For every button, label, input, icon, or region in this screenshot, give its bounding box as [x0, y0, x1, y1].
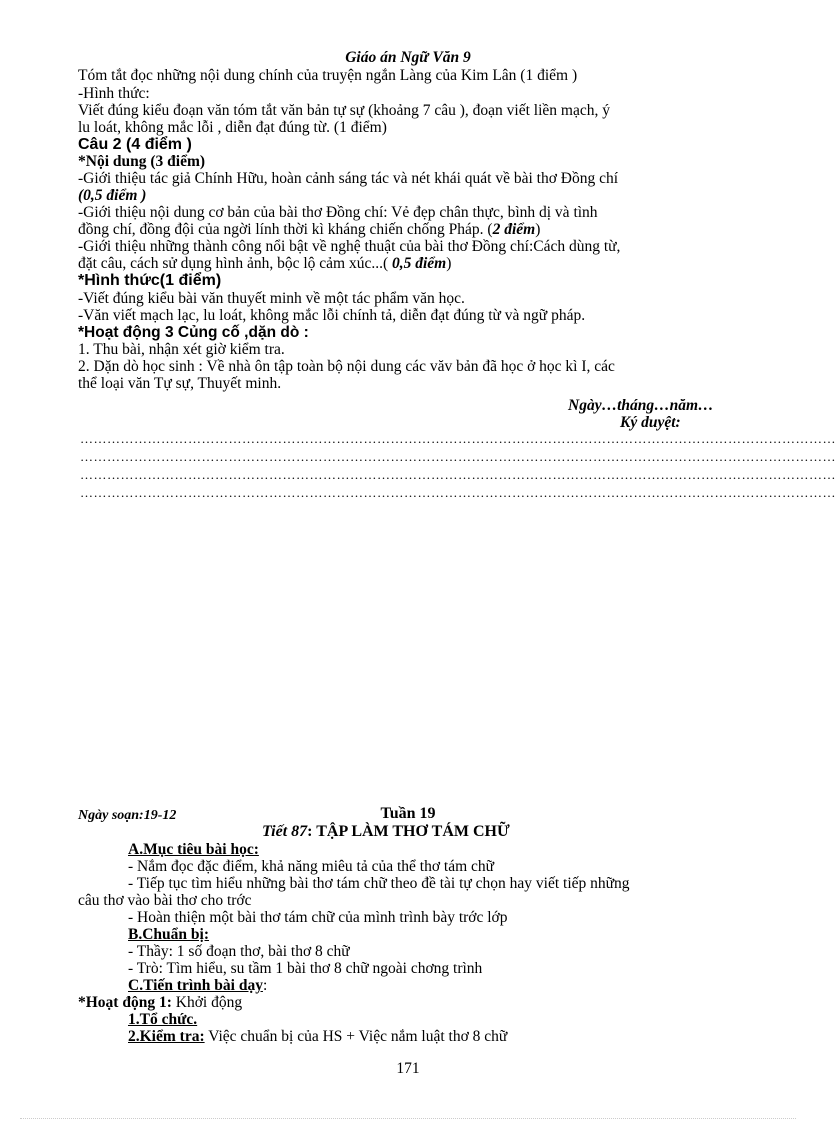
content-item-3-cont [78, 255, 451, 272]
summary-line: Tóm tắt đọc những nội dung chính của truyện ngắn Làng của Kim Lân (1 điểm ) [78, 67, 578, 84]
content-item-3-end: ) [446, 255, 452, 272]
content-item-1: -Giới thiệu tác giả Chính Hữu, hoàn cảnh sáng tác và nét khái quát về bài thơ Đồng chí [78, 170, 619, 187]
question-2-heading: Câu 2 (4 điểm ) [78, 136, 192, 153]
check-heading: 2.Kiểm tra: [128, 1028, 205, 1045]
preparation-student: - Trò: Tìm hiểu, su tầm 1 bài thơ 8 chữ ngoài chơng trình [128, 960, 483, 977]
form-item-2: -Văn viết mạch lạc, lu loát, không mắc lỗi chính tả, diễn đạt đúng từ và ngữ pháp. [78, 307, 586, 324]
content-item-2-text: đồng chí, đồng đội của ngời lính thời kì kháng chiến chống Pháp. ( [78, 221, 493, 238]
procedure-heading-colon: : [262, 977, 268, 994]
dotted-line: …………………………………………………………………………………………………………………………………………………… [80, 485, 836, 500]
page-edge-divider [20, 1118, 796, 1119]
activity-3-item-2-cont: thể loại văn Tự sự, Thuyết minh. [78, 375, 282, 392]
check-text: Việc chuẩn bị của HS + Việc nắm luật thơ 8 chữ [204, 1028, 508, 1045]
page-number: 171 [396, 1060, 420, 1077]
objective-2-cont: câu thơ vào bài thơ cho trớc [78, 892, 252, 909]
content-item-2-end: ) [535, 221, 541, 238]
lesson-date: Ngày soạn:19-12 [78, 808, 177, 823]
form-text-cont: lu loát, không mắc lỗi , diễn đạt đúng từ. (1 điểm) [78, 119, 387, 136]
content-item-2-cont [78, 221, 540, 238]
activity-1-text: Khởi động [171, 994, 243, 1011]
objective-2: - Tiếp tục tìm hiểu những bài thơ tám chữ theo đề tài tự chọn hay viết tiếp những [128, 875, 630, 892]
lesson-name: : TẬP LÀM THƠ TÁM CHỮ [307, 823, 510, 840]
lesson-number: Tiết 87 [262, 823, 308, 840]
content-item-2: -Giới thiệu nội dung cơ bản của bài thơ Đồng chí: Vẻ đẹp chân thực, bình dị và tình [78, 204, 598, 221]
organization-heading: 1.Tổ chức. [128, 1011, 198, 1028]
content-item-3-text: đặt câu, cách sử dụng hình ảnh, bộc lộ cảm xúc...( [78, 255, 389, 272]
procedure-heading-text: C.Tiến trình bài dạy [128, 977, 263, 994]
lesson-title [262, 823, 510, 840]
form-text: Viết đúng kiểu đoạn văn tóm tắt văn bản tự sự (khoảng 7 câu ), đoạn viết liền mạch, ý [78, 102, 610, 119]
content-item-3: -Giới thiệu những thành công nổi bật về nghệ thuật của bài thơ Đồng chí:Cách dùng từ, [78, 238, 621, 255]
form-label: -Hình thức: [78, 85, 150, 102]
content-item-1-score: (0,5 điểm ) [78, 187, 147, 204]
preparation-heading: B.Chuẩn bị: [128, 926, 209, 943]
objectives-heading: A.Mục tiêu bài học: [128, 841, 259, 858]
content-item-2-score: 2 điểm [492, 221, 536, 238]
dotted-line: …………………………………………………………………………………………………………………………………………………… [80, 431, 836, 446]
check-line [128, 1028, 507, 1045]
preparation-teacher: - Thầy: 1 số đoạn thơ, bài thơ 8 chữ [128, 943, 350, 960]
activity-1-label: *Hoạt động 1: [78, 994, 172, 1011]
procedure-heading [128, 977, 267, 994]
activity-1 [78, 994, 242, 1011]
content-item-3-score: 0,5 điểm [388, 255, 447, 272]
objective-3: - Hoàn thiện một bài thơ tám chữ của mình trình bày trớc lớp [128, 909, 508, 926]
form-heading: *Hình thức(1 điểm) [78, 272, 222, 289]
date-line: Ngày…tháng…năm… [568, 397, 714, 414]
page-title: Giáo án Ngữ Văn 9 [345, 49, 471, 66]
content-heading: *Nội dung (3 điểm) [78, 153, 206, 170]
week-label: Tuần 19 [380, 805, 436, 822]
dotted-line: …………………………………………………………………………………………………………………………………………………… [80, 449, 836, 464]
form-item-1: -Viết đúng kiểu bài văn thuyết minh về một tác phẩm văn học. [78, 290, 465, 307]
activity-3-item-2: 2. Dặn dò học sinh : Về nhà ôn tập toàn bộ nội dung các văv bản đã học ở học kì I, các [78, 358, 615, 375]
objective-1: - Nắm đọc đặc điểm, khả năng miêu tả của thể thơ tám chữ [128, 858, 495, 875]
activity-3-heading: *Hoạt động 3 Củng cố ,dặn dò : [78, 324, 309, 341]
dotted-line: …………………………………………………………………………………………………………………………………………………… [80, 467, 836, 482]
activity-3-item-1: 1. Thu bài, nhận xét giờ kiểm tra. [78, 341, 285, 358]
approval-label: Ký duyệt: [620, 414, 681, 431]
